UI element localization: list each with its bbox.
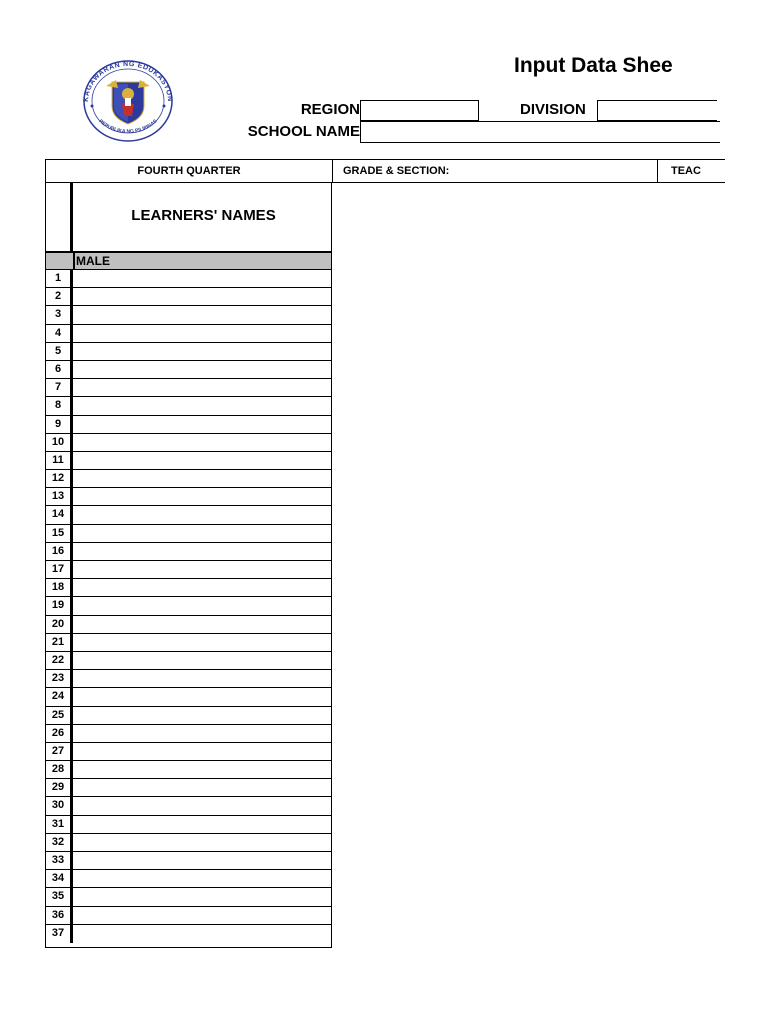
row-number: 13 <box>46 488 73 505</box>
row-number: 29 <box>46 779 73 796</box>
learner-name-cell[interactable] <box>73 561 331 578</box>
row-number: 9 <box>46 416 73 433</box>
table-row <box>46 816 331 834</box>
table-row <box>46 434 331 452</box>
table-row <box>46 270 331 288</box>
row-number: 27 <box>46 743 73 760</box>
logo-top-text: KAGAWARAN NG EDUKASYON <box>82 60 174 103</box>
table-row <box>46 907 331 925</box>
learner-name-cell[interactable] <box>73 761 331 778</box>
learner-name-cell[interactable] <box>73 634 331 651</box>
row-number: 8 <box>46 397 73 414</box>
male-group-label: MALE <box>73 253 110 270</box>
row-number: 30 <box>46 797 73 814</box>
row-number: 5 <box>46 343 73 360</box>
school-name-input[interactable] <box>360 121 720 143</box>
number-column-header <box>46 183 73 251</box>
division-input[interactable] <box>597 100 717 121</box>
division-label: DIVISION <box>520 101 586 118</box>
table-row <box>46 525 331 543</box>
learners-table <box>45 183 332 948</box>
row-number: 15 <box>46 525 73 542</box>
table-row <box>46 543 331 561</box>
row-number: 25 <box>46 707 73 724</box>
learner-name-cell[interactable] <box>73 725 331 742</box>
row-number: 19 <box>46 597 73 614</box>
learner-name-cell[interactable] <box>73 707 331 724</box>
table-row <box>46 634 331 652</box>
learner-name-cell[interactable] <box>73 543 331 560</box>
table-row <box>46 361 331 379</box>
learner-name-cell[interactable] <box>73 852 331 869</box>
table-row <box>46 306 331 324</box>
table-row <box>46 779 331 797</box>
table-row <box>46 379 331 397</box>
row-number: 12 <box>46 470 73 487</box>
learners-names-title: LEARNERS' NAMES <box>131 207 276 224</box>
learner-name-cell[interactable] <box>73 343 331 360</box>
table-row <box>46 725 331 743</box>
learners-header <box>46 183 331 251</box>
learner-name-cell[interactable] <box>73 470 331 487</box>
quarter-bar <box>45 159 725 183</box>
row-number: 18 <box>46 579 73 596</box>
table-row <box>46 616 331 634</box>
sheet-title: Input Data Shee <box>514 54 673 77</box>
learner-name-cell[interactable] <box>73 797 331 814</box>
school-name-label: SCHOOL NAME <box>247 123 360 140</box>
table-row <box>46 888 331 906</box>
learner-name-cell[interactable] <box>73 907 331 924</box>
logo-bottom-text: REPUBLIKA NG PILIPINAS <box>97 118 159 135</box>
learner-name-cell[interactable] <box>73 579 331 596</box>
learner-name-cell[interactable] <box>73 616 331 633</box>
table-row <box>46 925 331 943</box>
row-number: 22 <box>46 652 73 669</box>
table-row <box>46 470 331 488</box>
table-row <box>46 670 331 688</box>
region-label: REGION <box>300 101 360 118</box>
table-row <box>46 325 331 343</box>
learner-rows <box>46 270 331 943</box>
row-number: 37 <box>46 925 73 943</box>
row-number: 7 <box>46 379 73 396</box>
table-row <box>46 506 331 524</box>
row-number: 3 <box>46 306 73 323</box>
learner-name-cell[interactable] <box>73 743 331 760</box>
row-number: 28 <box>46 761 73 778</box>
row-number: 21 <box>46 634 73 651</box>
table-row <box>46 743 331 761</box>
table-row <box>46 397 331 415</box>
learner-name-cell[interactable] <box>73 288 331 305</box>
row-number: 10 <box>46 434 73 451</box>
learner-name-cell[interactable] <box>73 925 331 943</box>
learner-name-cell[interactable] <box>73 652 331 669</box>
learner-name-cell[interactable] <box>73 525 331 542</box>
learner-name-cell[interactable] <box>73 816 331 833</box>
table-row <box>46 597 331 615</box>
grade-section-cell[interactable]: GRADE & SECTION: <box>333 160 658 182</box>
learner-name-cell[interactable] <box>73 888 331 905</box>
learner-name-cell[interactable] <box>73 416 331 433</box>
row-number: 1 <box>46 270 73 287</box>
table-row <box>46 561 331 579</box>
row-number: 23 <box>46 670 73 687</box>
learner-name-cell[interactable] <box>73 488 331 505</box>
table-row <box>46 488 331 506</box>
learner-name-cell[interactable] <box>73 397 331 414</box>
row-number: 26 <box>46 725 73 742</box>
learner-name-cell[interactable] <box>73 306 331 323</box>
row-number: 35 <box>46 888 73 905</box>
learner-name-cell[interactable] <box>73 779 331 796</box>
row-number: 16 <box>46 543 73 560</box>
male-group-header <box>46 251 331 270</box>
table-row <box>46 761 331 779</box>
table-row <box>46 579 331 597</box>
table-row <box>46 707 331 725</box>
table-row <box>46 288 331 306</box>
row-number: 17 <box>46 561 73 578</box>
row-number: 6 <box>46 361 73 378</box>
learner-name-cell[interactable] <box>73 434 331 451</box>
learner-name-cell[interactable] <box>73 361 331 378</box>
row-number: 2 <box>46 288 73 305</box>
table-row <box>46 452 331 470</box>
table-row <box>46 652 331 670</box>
table-row <box>46 688 331 706</box>
row-number: 36 <box>46 907 73 924</box>
learner-name-cell[interactable] <box>73 670 331 687</box>
learner-name-cell[interactable] <box>73 379 331 396</box>
learner-name-cell[interactable] <box>73 870 331 887</box>
learner-name-cell[interactable] <box>73 270 331 287</box>
learner-name-cell[interactable] <box>73 597 331 614</box>
row-number: 20 <box>46 616 73 633</box>
row-number: 11 <box>46 452 73 469</box>
region-input[interactable] <box>360 100 479 121</box>
row-number: 14 <box>46 506 73 523</box>
quarter-cell: FOURTH QUARTER <box>46 160 333 182</box>
row-number: 34 <box>46 870 73 887</box>
learner-name-cell[interactable] <box>73 834 331 851</box>
row-number: 33 <box>46 852 73 869</box>
row-number: 24 <box>46 688 73 705</box>
table-row <box>46 870 331 888</box>
table-row <box>46 834 331 852</box>
row-number: 4 <box>46 325 73 342</box>
learner-name-cell[interactable] <box>73 688 331 705</box>
deped-seal-logo <box>72 58 184 142</box>
table-row <box>46 852 331 870</box>
row-number: 32 <box>46 834 73 851</box>
row-number: 31 <box>46 816 73 833</box>
table-row <box>46 797 331 815</box>
teacher-cell[interactable]: TEAC <box>671 165 701 177</box>
table-row <box>46 343 331 361</box>
learner-name-cell[interactable] <box>73 506 331 523</box>
learner-name-cell[interactable] <box>73 325 331 342</box>
table-row <box>46 416 331 434</box>
learner-name-cell[interactable] <box>73 452 331 469</box>
